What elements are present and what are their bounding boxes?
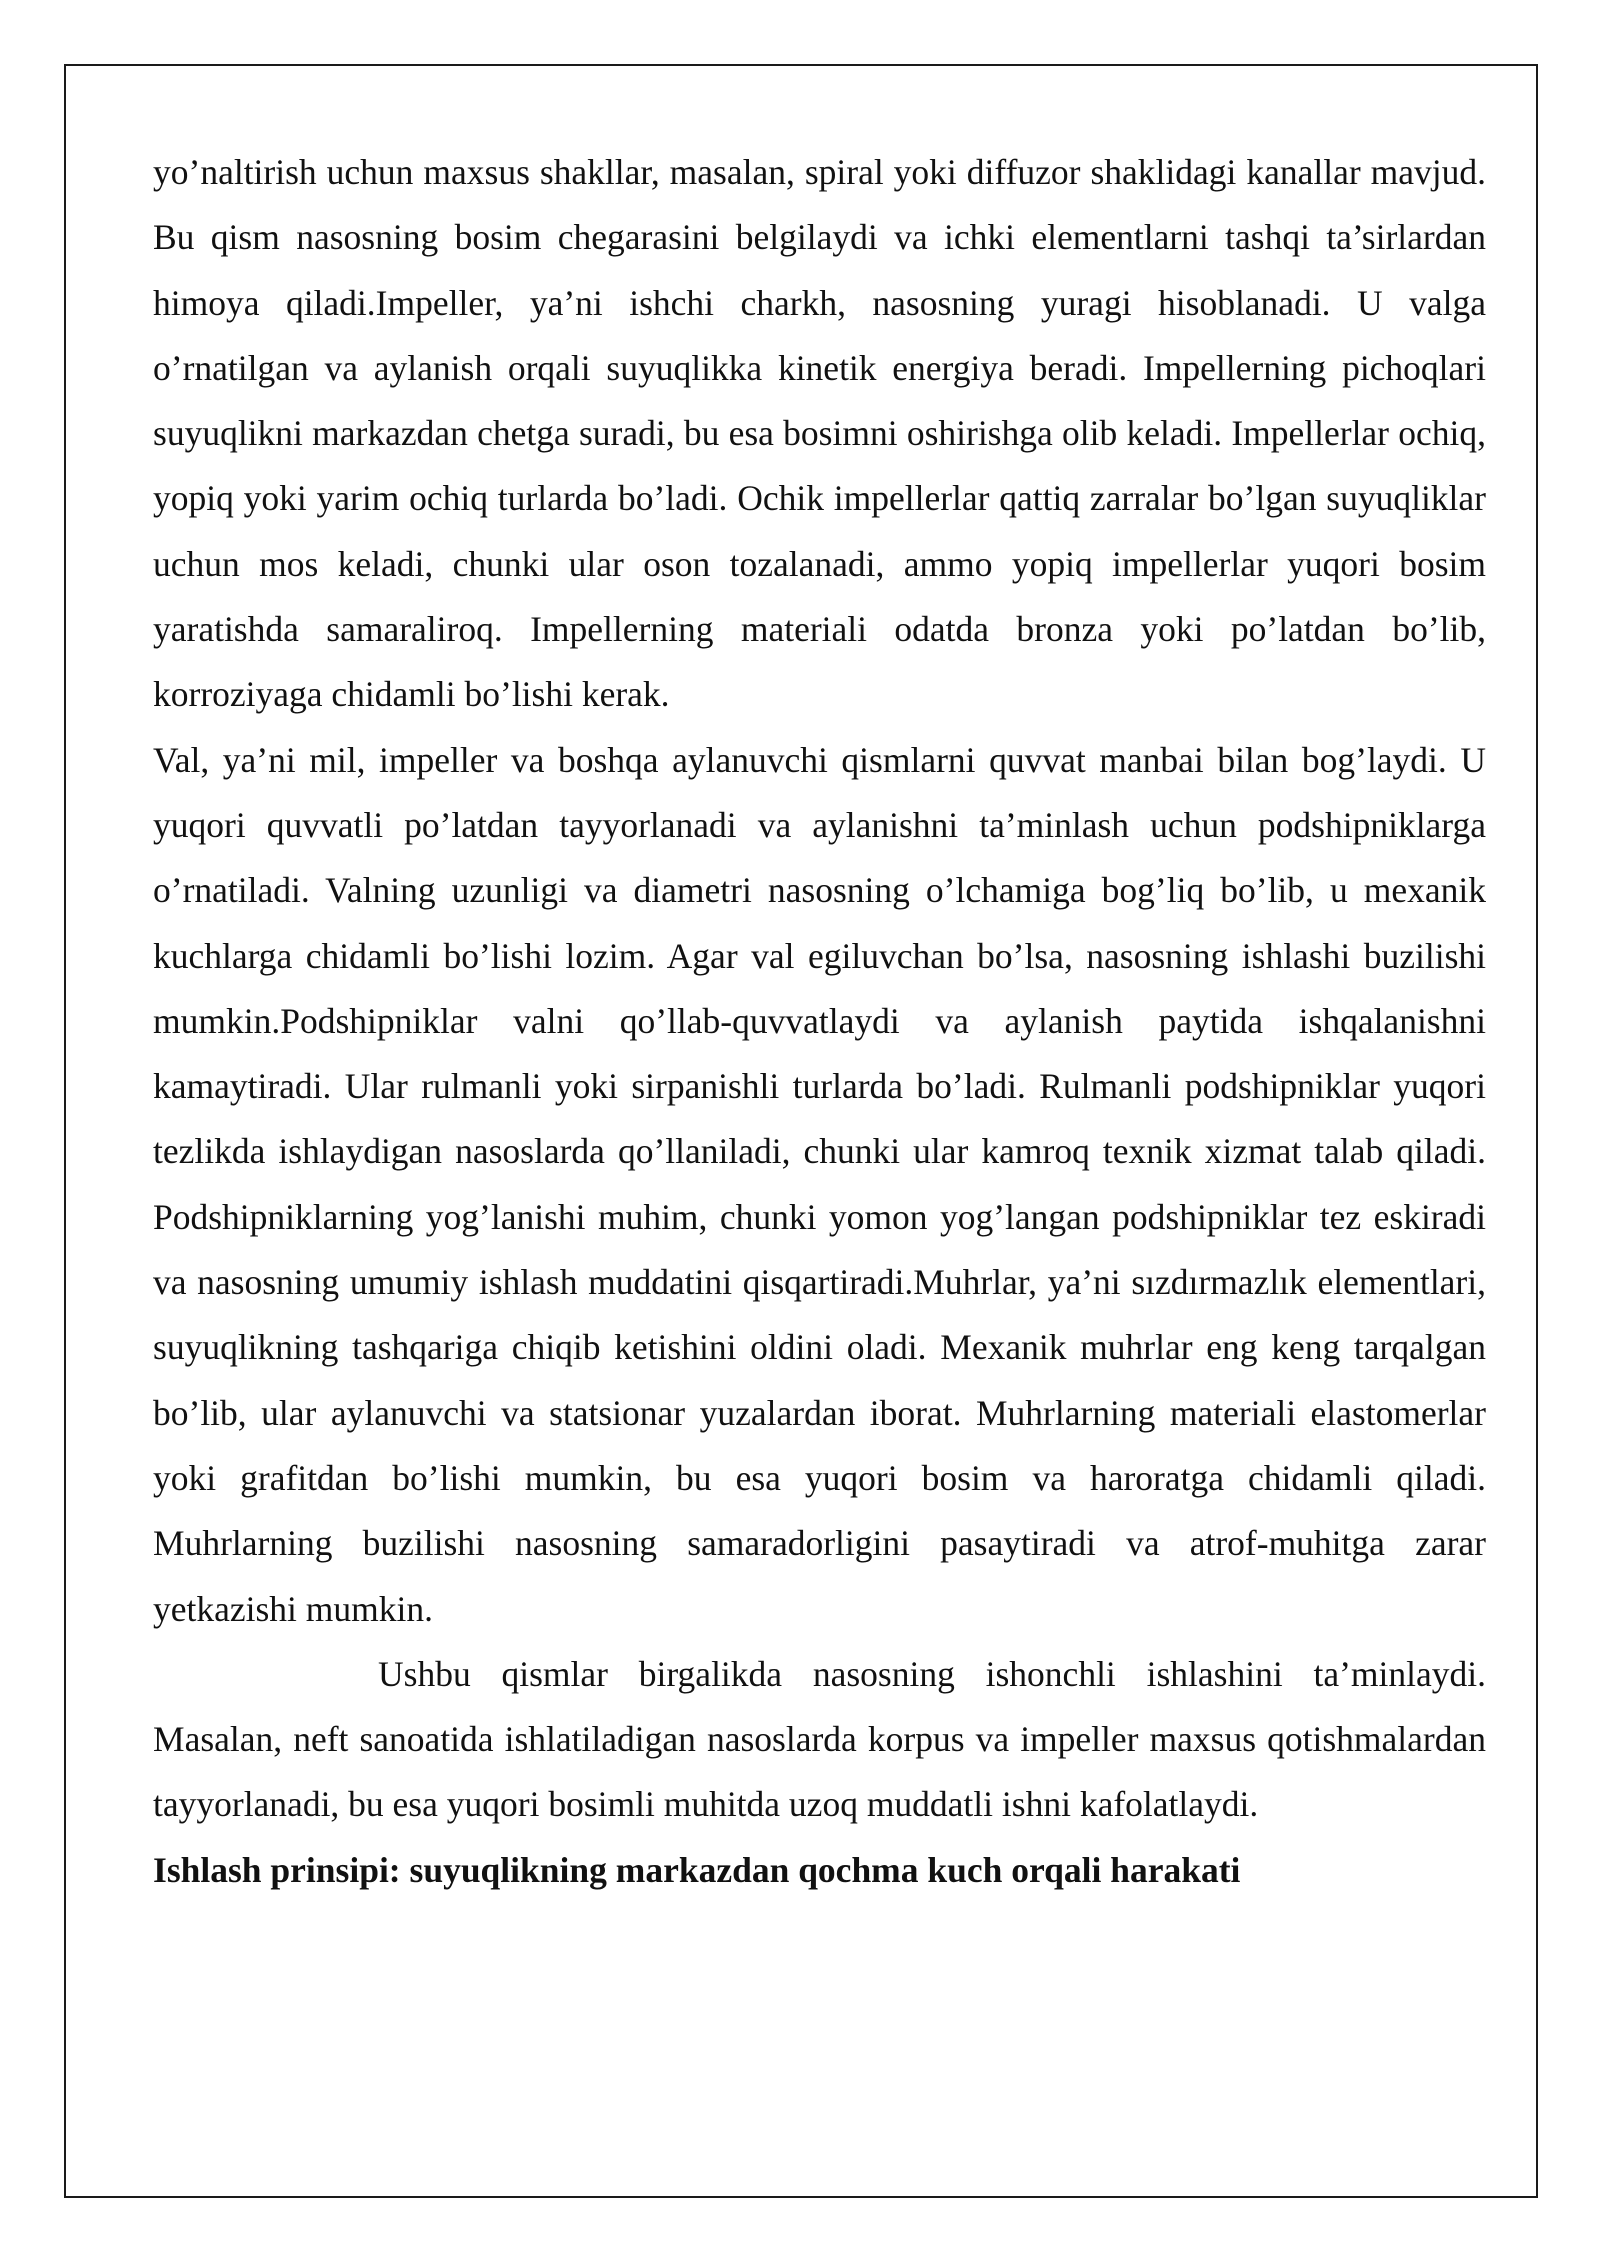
paragraph-summary: Ushbu qismlar birgalikda nasosning ishonchli ishlashini ta’minlaydi. Masalan, neft sanoatida ishlatiladigan nasoslarda korpus va impeller maxsus qotishmalardan tayyorlanadi, bu esa yuqori bosimli muhitda uzoq muddatli ishni kafolatlaydi. (153, 1653, 1486, 1825)
section-heading: Ishlash prinsipi: suyuqlikning markazdan qochma kuch orqali harakati (153, 1849, 1241, 1890)
paragraph-shaft-bearings-seals: Val, ya’ni mil, impeller va boshqa aylanuvchi qismlarni quvvat manbai bilan bog’laydi. U yuqori quvvatli po’latdan tayyorlanadi va aylanishni ta’minlash uchun podshipniklarga o’rnatiladi. Valning uzunligi va diametri nasosning o’lchamiga bog’liq bo’lib, u mexanik kuchlarga chidamli bo’lishi lozim. Agar val egiluvchan bo’lsa, nasosning ishlashi buzilishi mumkin.Podshipniklar valni qo’llab-quvvatlaydi va aylanish paytida ishqalanishni kamaytiradi. Ular rulmanli yoki sirpanishli turlarda bo’ladi. Rulmanli podshipniklar yuqori tezlikda ishlaydigan nasoslarda qo’llaniladi, chunki ular kamroq texnik xizmat talab qiladi. Podshipniklarning yog’lanishi muhim, chunki yomon yog’langan podshipniklar tez eskiradi va nasosning umumiy ishlash muddatini qisqartiradi.Muhrlar, ya’ni sızdırmazlık elementlari, suyuqlikning tashqariga chiqib ketishini oldini oladi. Mexanik muhrlar eng keng tarqalgan bo’lib, ular aylanuvchi va statsionar yuzalardan iborat. Muhrlarning materiali elastomerlar yoki grafitdan bo’lishi mumkin, bu esa yuqori bosim va haroratga chidamli qiladi. Muhrlarning buzilishi nasosning samaradorligini pasaytiradi va atrof-muhitga zarar yetkazishi mumkin. (153, 739, 1486, 1629)
paragraph-impeller: yo’naltirish uchun maxsus shakllar, masalan, spiral yoki diffuzor shaklidagi kanallar mavjud. Bu qism nasosning bosim chegarasini belgilaydi va ichki elementlarni tashqi ta’sirlardan himoya qiladi.Impeller, ya’ni ishchi charkh, nasosning yuragi hisoblanadi. U valga o’rnatilgan va aylanish orqali suyuqlikka kinetik energiya beradi. Impellerning pichoqlari suyuqlikni markazdan chetga suradi, bu esa bosimni oshirishga olib keladi. Impellerlar ochiq, yopiq yoki yarim ochiq turlarda bo’ladi. Ochik impellerlar qattiq zarralar bo’lgan suyuqliklar uchun mos keladi, chunki ular oson tozalanadi, ammo yopiq impellerlar yuqori bosim yaratishda samaraliroq. Impellerning materiali odatda bronza yoki po’latdan bo’lib, korroziyaga chidamli bo’lishi kerak. (153, 152, 1486, 715)
document-body (153, 140, 1486, 1903)
